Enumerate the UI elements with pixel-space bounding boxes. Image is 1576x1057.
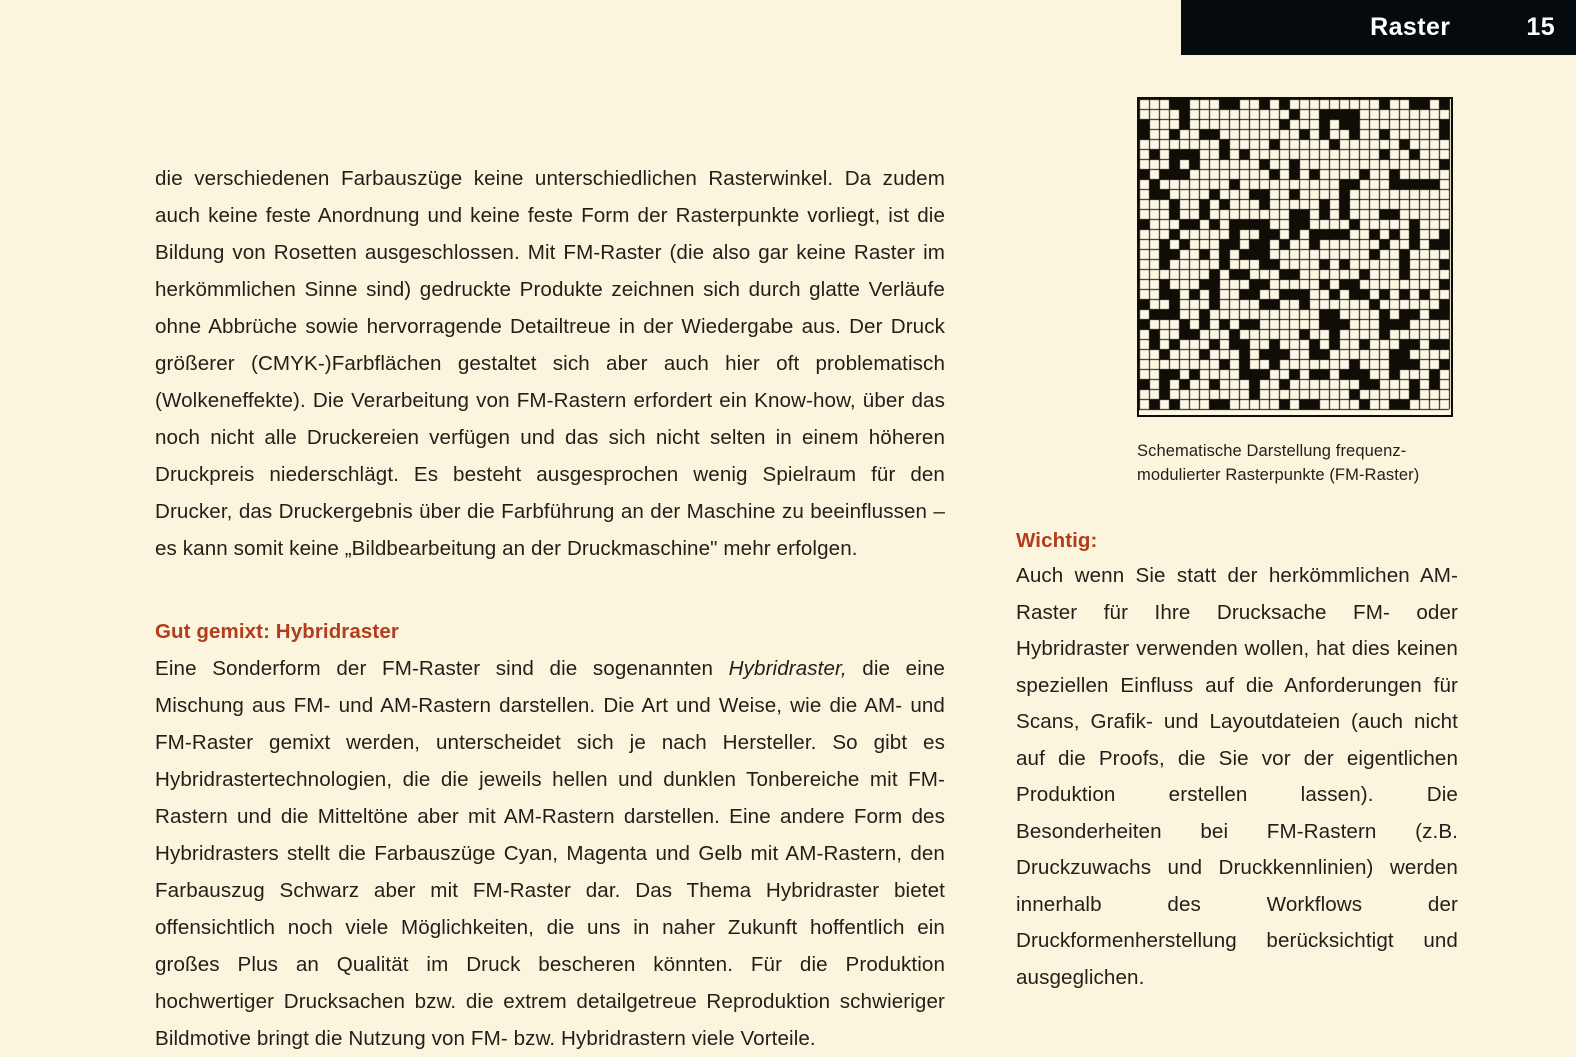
- paragraph-hybridraster-part-1: Eine Sonderform der FM-Raster sind die sogenannten: [155, 657, 729, 680]
- figure-fm-raster: [1137, 97, 1453, 487]
- fm-raster-pattern: [1139, 99, 1451, 415]
- emphasis-hybridraster: Hybridraster,: [728, 657, 847, 680]
- side-note-column: [1016, 525, 1458, 996]
- heading-hybridraster: Gut gemixt: Hybridraster: [155, 620, 399, 643]
- heading-wichtig: Wichtig:: [1016, 529, 1098, 552]
- main-text-column: [155, 160, 945, 1057]
- running-head-bar: [1181, 0, 1576, 55]
- running-head-title: Raster: [1370, 13, 1451, 41]
- paragraph-hybridraster: [155, 650, 945, 1057]
- paragraph-spacer: [155, 567, 945, 616]
- paragraph-hybridraster-part-2: die eine Mischung aus FM- und AM-Rastern darstellen. Die Art und Weise, wie die AM- und FM-Raster gemixt werden, unterscheidet sich je nach Hersteller. So gibt es Hybridrastertechnologien, die die jeweils hellen und dunklen Tonbereiche mit FM-Rastern und die Mitteltöne aber mit AM-Rastern darstellen. Eine andere Form des Hybridrasters stellt die Farbauszüge Cyan, Magenta und Gelb mit AM-Rastern, den Farbauszug Schwarz aber mit FM-Raster dar. Das Thema Hybridraster bietet offensichtlich noch viele Möglichkeiten, die uns in naher Zukunft hoffentlich ein großes Plus an Qualität im Druck bescheren könnten. Für die Produktion hochwertiger Drucksachen bzw. die extrem detailgetreue Reproduktion schwieriger Bildmotive bringt die Nutzung von FM- bzw. Hybridrastern viele Vorteile.: [155, 657, 945, 1050]
- page-number: 15: [1526, 13, 1555, 41]
- fm-raster-image-frame: [1137, 97, 1453, 417]
- paragraph-fm-raster-properties: die verschiedenen Farbauszüge keine unterschiedlichen Rasterwinkel. Da zudem auch keine feste Anordnung und keine feste Form der Rasterpunkte vorliegt, ist die Bildung von Rosetten ausgeschlossen. Mit FM-Raster (die also gar keine Raster im herkömmlichen Sinne sind) gedruckte Produkte zeichnen sich durch glatte Verläufe ohne Abbrüche sowie hervorragende Detailtreue in der Wiedergabe aus. Der Druck größerer (CMYK-)Farbflächen gestaltet sich aber auch hier oft problematisch (Wolkeneffekte). Die Verarbeitung von FM-Rastern erfordert ein Know-how, über das noch nicht alle Druckereien verfügen und das sich nicht selten in einem höheren Druckpreis niederschlägt. Es besteht ausgesprochen wenig Spielraum für den Drucker, das Druckergebnis über die Farbführung an der Maschine zu beeinflussen – es kann somit keine „Bildbearbeitung an der Druckmaschine" mehr erfolgen.: [155, 167, 945, 560]
- paragraph-wichtig: Auch wenn Sie statt der herkömmlichen AM-Raster für Ihre Drucksache FM- oder Hybridraster verwenden wollen, hat dies keinen speziellen Einfluss auf die Anforderungen für Scans, Grafik- und Layoutdateien (auch nicht auf die Proofs, die Sie vor der eigentlichen Produktion erstellen lassen). Die Besonderheiten bei FM-Rastern (z.B. Druckzuwachs und Druckkennlinien) werden innerhalb des Workflows der Druckformenherstellung berücksichtigt und ausgeglichen.: [1016, 564, 1458, 989]
- figure-caption: Schematische Darstellung frequenz-modulierter Rasterpunkte (FM-Raster): [1137, 442, 1420, 484]
